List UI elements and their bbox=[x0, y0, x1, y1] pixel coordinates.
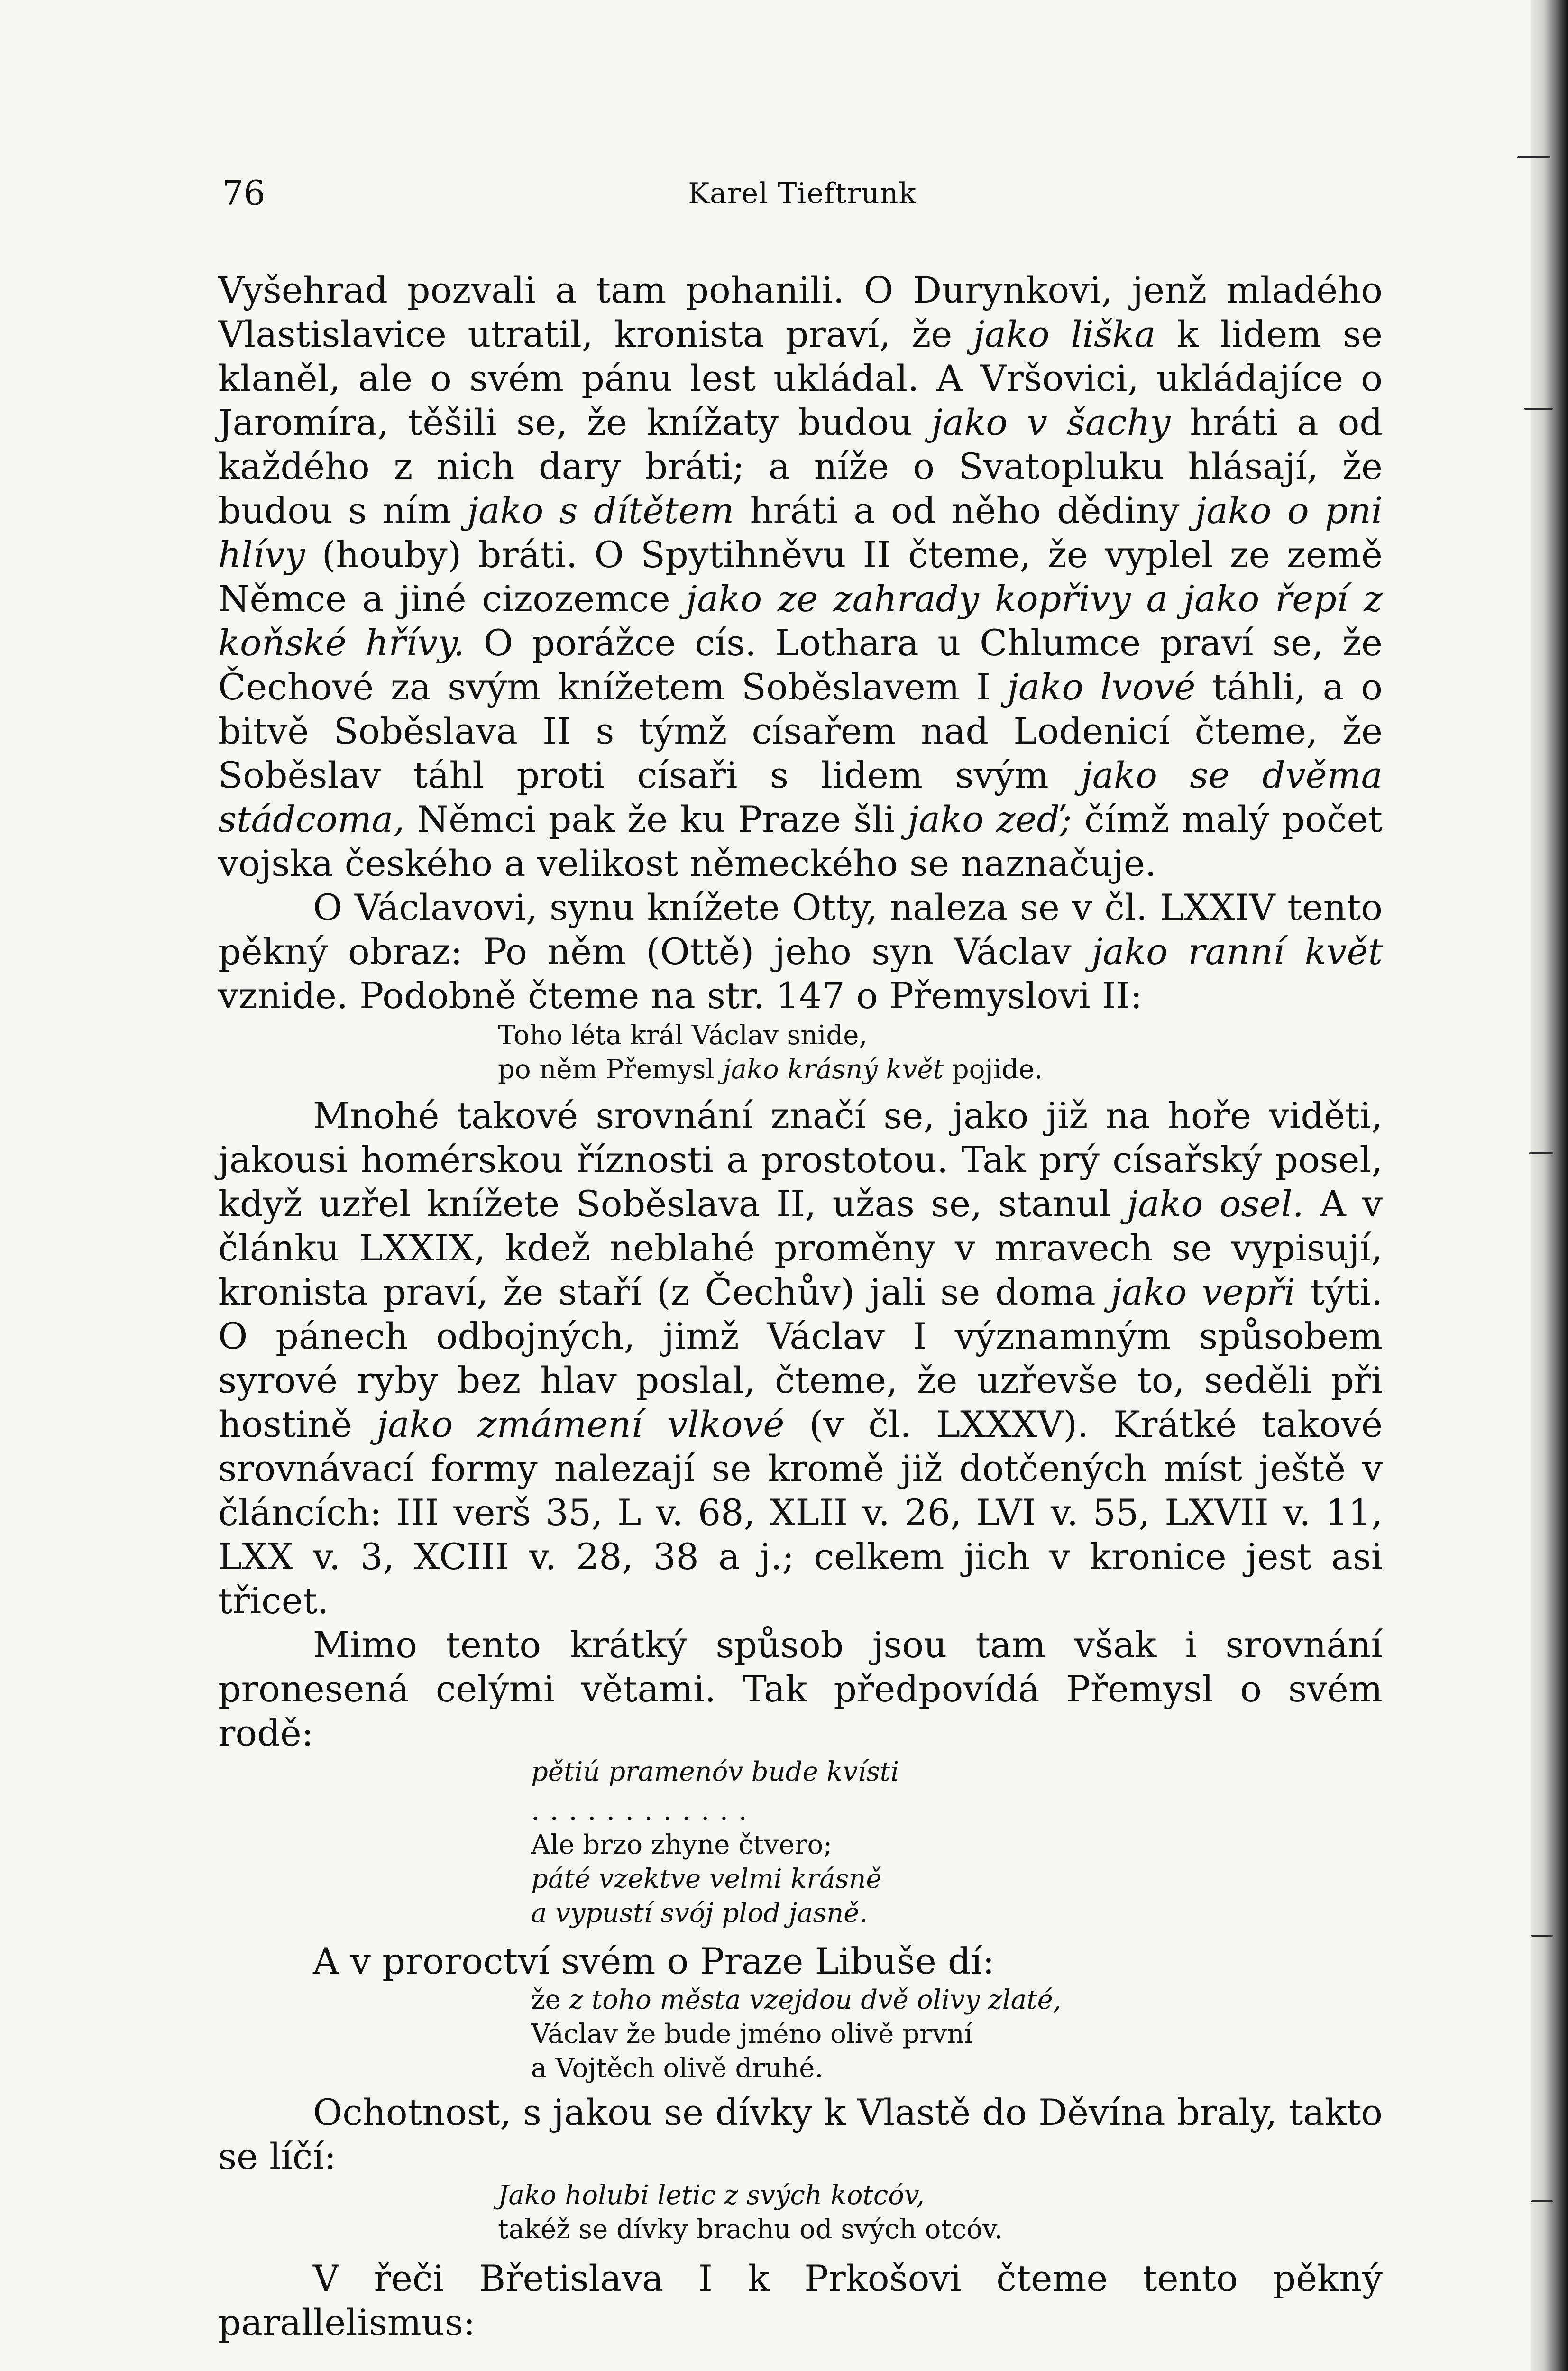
text-run: Němci pak že ku Praze šli bbox=[404, 798, 908, 840]
verse-quote-3 bbox=[531, 1983, 1383, 2086]
verse-line bbox=[531, 1983, 1383, 2017]
verse-quote-1 bbox=[498, 1019, 1383, 1087]
verse-line: Ale brzo zhyne čtvero; bbox=[531, 1829, 833, 1860]
paragraph-2 bbox=[218, 885, 1383, 1018]
page-body bbox=[218, 268, 1383, 2344]
verse-ellipsis: ............ bbox=[531, 1795, 758, 1826]
italic-run: jako ranní květ bbox=[1091, 930, 1383, 973]
margin-mark bbox=[1517, 156, 1550, 158]
text-run: Mimo tento krátký spůsob jsou tam však i srovnání pronesená celými větami. Tak předpovídá Přemysl o svém rodě: bbox=[218, 1624, 1383, 1754]
text-run: že bbox=[531, 1985, 569, 2015]
italic-run: jako zeď; bbox=[908, 798, 1072, 840]
italic-run: jako liška bbox=[973, 313, 1156, 355]
text-run: A v proroctví svém o Praze Libuše dí: bbox=[313, 1940, 995, 1982]
verse-line bbox=[498, 2178, 1383, 2213]
margin-mark bbox=[1524, 408, 1553, 410]
verse-line bbox=[531, 1862, 1383, 1896]
paragraph-6 bbox=[218, 2090, 1383, 2178]
italic-run: a vypustí svój plod jasně. bbox=[531, 1898, 868, 1929]
paragraph-5 bbox=[218, 1939, 1383, 1983]
page-edge-shadow bbox=[1531, 0, 1568, 2371]
italic-run: jako lvové bbox=[1007, 666, 1196, 708]
text-run: A v článku LXXIX, kdež neblahé proměny v mravech se vypisují, kronista praví, že staří (z Čechův) jali se doma bbox=[218, 1183, 1383, 1313]
verse-line: Václav že bude jméno olivě první bbox=[531, 2019, 973, 2049]
verse-line: takéž se dívky brachu od svých otcóv. bbox=[498, 2214, 1003, 2245]
text-run: O Václavovi, synu knížete Otty, naleza se v čl. LXXIV tento pěkný obraz: Po něm (Ottě) jeho syn Václav bbox=[218, 886, 1383, 973]
text-run: Ochotnost, s jakou se dívky k Vlastě do Děvína braly, takto se líčí: bbox=[218, 2091, 1383, 2178]
page-header bbox=[222, 167, 1383, 219]
verse-line bbox=[531, 1896, 1383, 1930]
text-run: týti. O pánech odbojných, jimž Václav I významným spůsobem syrové ryby bez hlav poslal, čteme, že uzřevše to, seděli při hostině bbox=[218, 1271, 1383, 1445]
text-run: Mnohé takové srovnání značí se, jako již na hoře viděti, jakousi homérskou říznosti a prostotou. Tak prý císařský posel, když uzřel knížete Soběslava II, užas se, stanul bbox=[218, 1094, 1383, 1225]
italic-run: pětiú pramenóv bude kvísti bbox=[531, 1756, 899, 1787]
italic-run: jako v šachy bbox=[931, 401, 1171, 443]
margin-mark bbox=[1529, 1152, 1553, 1154]
verse-line bbox=[498, 1053, 1383, 1087]
paragraph-4 bbox=[218, 1623, 1383, 1755]
verse-line: Toho léta král Václav snide, bbox=[498, 1020, 868, 1051]
verse-line: a Vojtěch olivě druhé. bbox=[531, 2053, 824, 2084]
verse-quote-4 bbox=[498, 2178, 1383, 2247]
margin-mark bbox=[1531, 2200, 1553, 2202]
italic-run: jako krásný květ bbox=[723, 1054, 944, 1085]
text-run: vznide. Podobně čteme na str. 147 o Přemyslovi II: bbox=[218, 974, 1143, 1017]
italic-run: jako vepři bbox=[1110, 1271, 1295, 1313]
verse-line bbox=[531, 1755, 1383, 1789]
text-run: (houby) bráti. O Spytihněvu II čteme, že vyplel ze země Němce a jiné cizozemce bbox=[218, 533, 1383, 620]
text-run: k lidem se klaněl, ale o svém pánu lest ukládal. A Vršovici, ukládajíce o Jaromíra, těšili se, že knížaty budou bbox=[218, 313, 1383, 443]
text-run: O porážce cís. Lothara u Chlumce praví se, že Čechové za svým knížetem Soběslavem I bbox=[218, 622, 1383, 708]
page-number: 76 bbox=[222, 173, 266, 213]
running-title: Karel Tieftrunk bbox=[688, 177, 917, 210]
italic-run: jako se dvěma stádcoma, bbox=[218, 754, 1383, 840]
italic-run: jako o pni hlívy bbox=[218, 489, 1383, 576]
text-run: hráti a od každého z nich dary bráti; a níže o Svatopluku hlásají, že budou s ním bbox=[218, 401, 1383, 532]
italic-run: jako zmámení vlkové bbox=[376, 1403, 785, 1445]
italic-run: jako ze zahrady kopřivy a jako řepí z koňské hřívy. bbox=[218, 578, 1383, 664]
text-run: hráti a od něho dědiny bbox=[734, 489, 1195, 532]
verse-quote-2 bbox=[531, 1755, 1383, 1930]
paragraph-1 bbox=[218, 268, 1383, 885]
text-run: po něm Přemysl bbox=[498, 1054, 723, 1085]
text-run: Vyšehrad pozvali a tam pohanili. O Durynkovi, jenž mladého Vlastislavice utratil, kronista praví, že bbox=[218, 269, 1383, 355]
paragraph-7 bbox=[218, 2256, 1383, 2344]
margin-mark bbox=[1531, 1935, 1553, 1937]
italic-run: z toho města vzejdou dvě olivy zlaté, bbox=[569, 1985, 1062, 2015]
italic-run: jako s dítětem bbox=[467, 489, 734, 532]
italic-run: Jako holubi letic z svých kotcóv, bbox=[498, 2180, 925, 2211]
text-run: pojide. bbox=[944, 1054, 1043, 1085]
text-run: (v čl. LXXXV). Krátké takové srovnávací formy nalezají se kromě již dotčených míst ještě v článcích: III verš 35, L v. 68, XLII v. 26, LVI v. 55, LXVII v. 11, LXX v. 3, XCIII v. 28, 38 a j.; celkem jich v kronice jest asi třicet. bbox=[218, 1403, 1383, 1622]
text-run: V řeči Břetislava I k Prkošovi čteme tento pěkný parallelismus: bbox=[218, 2257, 1383, 2343]
italic-run: jako osel. bbox=[1127, 1183, 1304, 1225]
text-run: táhli, a o bitvě Soběslava II s týmž císařem nad Lodenicí čteme, že Soběslav táhl proti císaři s lidem svým bbox=[218, 666, 1383, 796]
paragraph-3 bbox=[218, 1094, 1383, 1623]
text-run: čímž malý počet vojska českého a velikost německého se naznačuje. bbox=[218, 798, 1383, 884]
italic-run: páté vzektve velmi krásně bbox=[531, 1864, 882, 1894]
